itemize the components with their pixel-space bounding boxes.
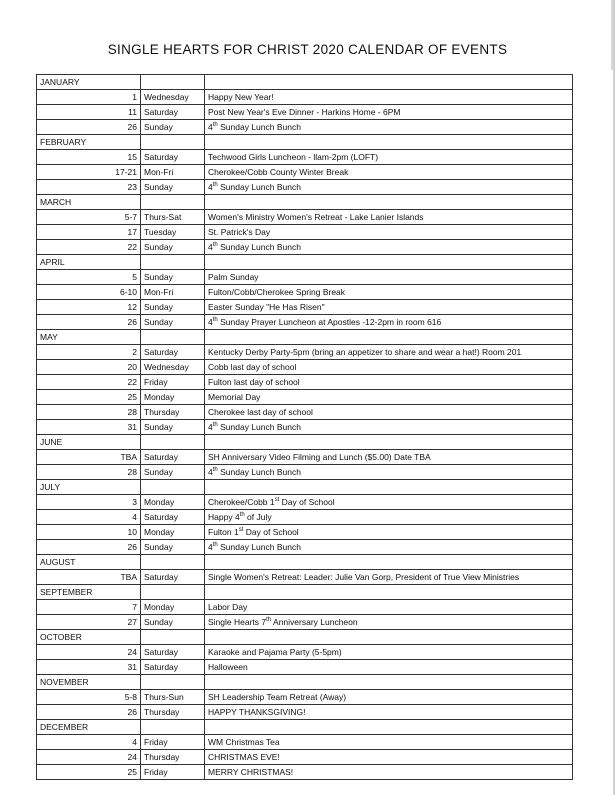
ordinal-suffix: th [212, 181, 218, 188]
month-row [37, 480, 573, 495]
event-day: Thursday [141, 405, 205, 420]
month-row-empty-cell [205, 630, 573, 645]
event-date: 26 [37, 120, 141, 135]
event-description: Single Women's Retreat: Leader: Julie Van Gorp, President of True View Ministries [205, 570, 573, 585]
ordinal-suffix: th [212, 241, 218, 248]
month-row [37, 675, 573, 690]
ordinal-suffix: th [266, 616, 272, 623]
ordinal-suffix: th [212, 466, 218, 473]
event-date: 11 [37, 105, 141, 120]
month-row-empty-cell [141, 435, 205, 450]
event-description: Halloween [205, 660, 573, 675]
month-name: JUNE [37, 435, 141, 450]
event-row [37, 465, 573, 480]
event-day: Sunday [141, 615, 205, 630]
event-row [37, 375, 573, 390]
event-day: Friday [141, 735, 205, 750]
ordinal-number: 4 [234, 511, 240, 522]
event-date: 4 [37, 735, 141, 750]
ordinal-suffix: th [212, 316, 218, 323]
event-row [37, 345, 573, 360]
month-row-empty-cell [205, 330, 573, 345]
event-description [205, 120, 573, 135]
month-row [37, 630, 573, 645]
event-date: 28 [37, 465, 141, 480]
month-row-empty-cell [205, 675, 573, 690]
month-row [37, 255, 573, 270]
event-row [37, 90, 573, 105]
month-row-empty-cell [141, 75, 205, 90]
month-row-empty-cell [205, 585, 573, 600]
event-day: Sunday [141, 315, 205, 330]
event-description [205, 240, 573, 255]
event-day: Sunday [141, 420, 205, 435]
ordinal-number: 4 [208, 181, 213, 192]
month-row [37, 135, 573, 150]
event-row [37, 450, 573, 465]
month-name: DECEMBER [37, 720, 141, 735]
event-day: Monday [141, 525, 205, 540]
ordinal-number: 4 [208, 121, 213, 132]
event-description: Post New Year's Eve Dinner - Harkins Home - 6PM [205, 105, 573, 120]
event-day: Mon-Fri [141, 285, 205, 300]
event-day: Sunday [141, 465, 205, 480]
event-row [37, 270, 573, 285]
event-day: Mon-Fri [141, 165, 205, 180]
event-row [37, 285, 573, 300]
event-day: Saturday [141, 105, 205, 120]
event-day: Sunday [141, 180, 205, 195]
event-description: Cherokee last day of school [205, 405, 573, 420]
month-row-empty-cell [141, 720, 205, 735]
event-row [37, 360, 573, 375]
event-description: Techwood Girls Luncheon - llam-2pm (LOFT) [205, 150, 573, 165]
event-day: Friday [141, 765, 205, 780]
event-date: 25 [37, 390, 141, 405]
event-description: Labor Day [205, 600, 573, 615]
month-row-empty-cell [141, 555, 205, 570]
ordinal-number: 4 [208, 541, 213, 552]
month-row-empty-cell [205, 555, 573, 570]
ordinal-number: 7 [261, 616, 267, 627]
event-row [37, 105, 573, 120]
event-description: Cobb last day of school [205, 360, 573, 375]
month-row-empty-cell [141, 675, 205, 690]
event-description: Easter Sunday "He Has Risen" [205, 300, 573, 315]
event-text-part: Sunday Lunch Bunch [217, 181, 301, 192]
event-description: Memorial Day [205, 390, 573, 405]
ordinal-number: 1 [269, 496, 275, 507]
event-text-part: Sunday Lunch Bunch [217, 121, 301, 132]
month-row-empty-cell [141, 330, 205, 345]
event-date: 27 [37, 615, 141, 630]
month-row [37, 195, 573, 210]
event-description: SH Leadership Team Retreat (Away) [205, 690, 573, 705]
month-row-empty-cell [141, 255, 205, 270]
month-row-empty-cell [141, 630, 205, 645]
event-text-part: Cherokee/Cobb [208, 496, 270, 507]
event-date: 5-7 [37, 210, 141, 225]
event-date: 4 [37, 510, 141, 525]
event-row [37, 750, 573, 765]
month-name: OCTOBER [37, 630, 141, 645]
event-date: 20 [37, 360, 141, 375]
month-name: JULY [37, 480, 141, 495]
event-date: TBA [37, 450, 141, 465]
event-date: 15 [37, 150, 141, 165]
event-day: Friday [141, 375, 205, 390]
event-day: Saturday [141, 645, 205, 660]
event-description: Cherokee/Cobb County Winter Break [205, 165, 573, 180]
event-description: Happy New Year! [205, 90, 573, 105]
event-description [205, 525, 573, 540]
event-description: WM Christmas Tea [205, 735, 573, 750]
event-description: CHRISTMAS EVE! [205, 750, 573, 765]
month-name: AUGUST [37, 555, 141, 570]
event-date: 24 [37, 645, 141, 660]
event-day: Sunday [141, 540, 205, 555]
event-date: 6-10 [37, 285, 141, 300]
month-row [37, 330, 573, 345]
event-day: Saturday [141, 510, 205, 525]
event-date: 28 [37, 405, 141, 420]
month-row-empty-cell [141, 195, 205, 210]
calendar-body [37, 75, 573, 780]
event-description [205, 615, 573, 630]
event-row [37, 735, 573, 750]
event-description [205, 315, 573, 330]
month-name: MARCH [37, 195, 141, 210]
month-row [37, 555, 573, 570]
event-text-part: of July [244, 511, 272, 522]
ordinal-number: 4 [208, 241, 213, 252]
event-date: TBA [37, 570, 141, 585]
event-date: 26 [37, 705, 141, 720]
event-day: Sunday [141, 120, 205, 135]
event-date: 1 [37, 90, 141, 105]
event-row [37, 540, 573, 555]
event-date: 17 [37, 225, 141, 240]
event-description: St. Patrick's Day [205, 225, 573, 240]
event-description: Karaoke and Pajama Party (5-5pm) [205, 645, 573, 660]
month-row-empty-cell [141, 480, 205, 495]
event-description: MERRY CHRISTMAS! [205, 765, 573, 780]
event-row [37, 165, 573, 180]
ordinal-suffix: st [274, 496, 280, 503]
event-description: HAPPY THANKSGIVING! [205, 705, 573, 720]
event-date: 2 [37, 345, 141, 360]
event-date: 12 [37, 300, 141, 315]
event-description [205, 420, 573, 435]
month-row [37, 435, 573, 450]
ordinal-number: 4 [208, 466, 213, 477]
event-text-part: Day of School [279, 496, 335, 507]
page-title: SINGLE HEARTS FOR CHRIST 2020 CALENDAR OF EVENTS [107, 42, 508, 57]
event-day: Monday [141, 495, 205, 510]
event-date: 3 [37, 495, 141, 510]
event-text-part: Anniversary Luncheon [271, 616, 358, 627]
event-row [37, 120, 573, 135]
month-row-empty-cell [205, 195, 573, 210]
event-row [37, 660, 573, 675]
event-row [37, 495, 573, 510]
event-date: 26 [37, 540, 141, 555]
month-name: MAY [37, 330, 141, 345]
event-description [205, 540, 573, 555]
event-date: 10 [37, 525, 141, 540]
event-row [37, 240, 573, 255]
event-date: 23 [37, 180, 141, 195]
event-description: Fulton last day of school [205, 375, 573, 390]
ordinal-number: 4 [208, 316, 213, 327]
ordinal-suffix: th [239, 511, 245, 518]
month-row [37, 720, 573, 735]
event-day: Saturday [141, 660, 205, 675]
event-date: 7 [37, 600, 141, 615]
month-name: NOVEMBER [37, 675, 141, 690]
calendar-table [36, 74, 573, 780]
month-row-empty-cell [205, 135, 573, 150]
month-name: APRIL [37, 255, 141, 270]
event-row [37, 150, 573, 165]
event-day: Monday [141, 600, 205, 615]
event-day: Sunday [141, 300, 205, 315]
month-name: FEBRUARY [37, 135, 141, 150]
event-text-part: Sunday Lunch Bunch [217, 541, 301, 552]
event-text-part: Sunday Prayer Luncheon at Apostles -12-2pm in room 616 [217, 316, 442, 327]
event-day: Saturday [141, 570, 205, 585]
event-row [37, 600, 573, 615]
event-row [37, 420, 573, 435]
event-date: 31 [37, 420, 141, 435]
event-date: 24 [37, 750, 141, 765]
event-date: 22 [37, 240, 141, 255]
event-description [205, 465, 573, 480]
event-row [37, 315, 573, 330]
ordinal-number: 1 [234, 526, 239, 537]
month-row [37, 75, 573, 90]
event-row [37, 765, 573, 780]
event-row [37, 300, 573, 315]
event-row [37, 390, 573, 405]
event-day: Thursday [141, 750, 205, 765]
month-row-empty-cell [205, 720, 573, 735]
event-row [37, 405, 573, 420]
event-day: Thursday [141, 705, 205, 720]
event-date: 31 [37, 660, 141, 675]
event-text-part: Happy [208, 511, 235, 522]
ordinal-suffix: th [212, 121, 218, 128]
event-day: Wednesday [141, 360, 205, 375]
month-name: SEPTEMBER [37, 585, 141, 600]
ordinal-suffix: th [212, 541, 218, 548]
month-row-empty-cell [141, 135, 205, 150]
month-row-empty-cell [205, 480, 573, 495]
event-description: Kentucky Derby Party-5pm (bring an appetizer to share and wear a hat!) Room 201 [205, 345, 573, 360]
event-text-part: Fulton [208, 526, 234, 537]
event-text-part: Single Hearts [208, 616, 262, 627]
event-description: Fulton/Cobb/Cherokee Spring Break [205, 285, 573, 300]
event-row [37, 510, 573, 525]
event-day: Monday [141, 390, 205, 405]
event-date: 17-21 [37, 165, 141, 180]
event-text-part: Day of School [243, 526, 299, 537]
event-row [37, 570, 573, 585]
event-day: Thurs-Sun [141, 690, 205, 705]
event-day: Sunday [141, 240, 205, 255]
event-date: 5 [37, 270, 141, 285]
event-day: Saturday [141, 150, 205, 165]
ordinal-number: 4 [208, 421, 213, 432]
event-day: Saturday [141, 345, 205, 360]
event-description [205, 495, 573, 510]
event-day: Wednesday [141, 90, 205, 105]
event-description: Women's Ministry Women's Retreat - Lake Lanier Islands [205, 210, 573, 225]
event-day: Thurs-Sat [141, 210, 205, 225]
event-row [37, 690, 573, 705]
event-text-part: Sunday Lunch Bunch [217, 421, 301, 432]
event-text-part: Sunday Lunch Bunch [217, 241, 301, 252]
event-day: Sunday [141, 270, 205, 285]
event-date: 22 [37, 375, 141, 390]
event-row [37, 180, 573, 195]
event-row [37, 615, 573, 630]
month-row-empty-cell [205, 435, 573, 450]
event-text-part: Sunday Lunch Bunch [217, 466, 301, 477]
ordinal-suffix: th [212, 421, 218, 428]
month-row-empty-cell [205, 75, 573, 90]
event-day: Saturday [141, 450, 205, 465]
event-description: SH Anniversary Video Filming and Lunch ($5.00) Date TBA [205, 450, 573, 465]
event-row [37, 705, 573, 720]
event-row [37, 210, 573, 225]
event-date: 26 [37, 315, 141, 330]
ordinal-suffix: st [238, 526, 244, 533]
month-row-empty-cell [141, 585, 205, 600]
event-day: Tuesday [141, 225, 205, 240]
month-row [37, 585, 573, 600]
event-date: 5-8 [37, 690, 141, 705]
event-description [205, 510, 573, 525]
month-row-empty-cell [205, 255, 573, 270]
event-row [37, 225, 573, 240]
event-date: 25 [37, 765, 141, 780]
event-row [37, 525, 573, 540]
month-name: JANUARY [37, 75, 141, 90]
event-row [37, 645, 573, 660]
event-description: Palm Sunday [205, 270, 573, 285]
event-description [205, 180, 573, 195]
